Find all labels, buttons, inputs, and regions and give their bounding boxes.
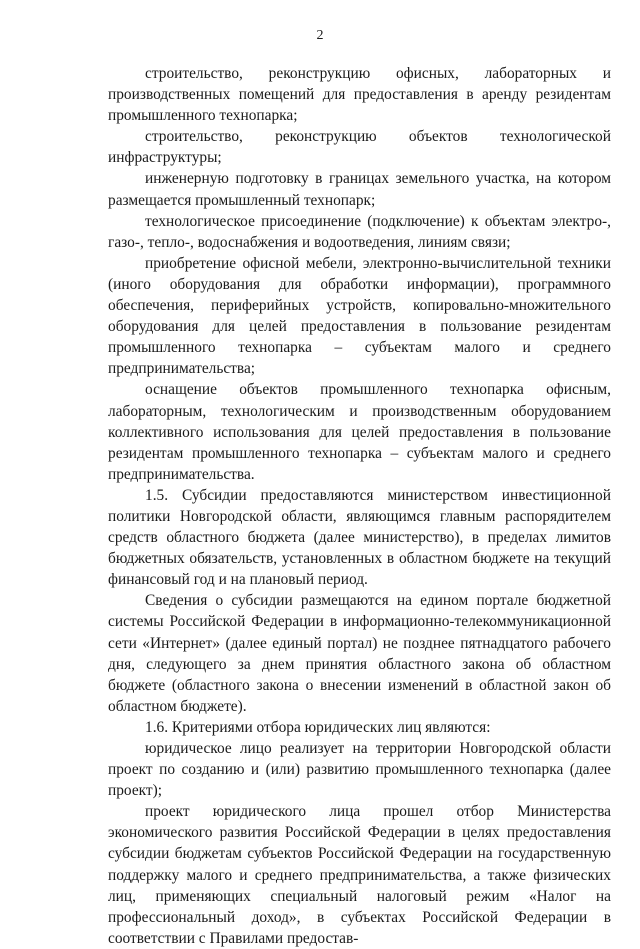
paragraph-criterion-selection: проект юридического лица прошел отбор Министерства экономического развития Российской Федерации в целях предоставления субсидии бюджетам субъектов Российской Федерации на государственную поддержку малого и среднего предпринимательства, а также физических лиц, применяющих специальный налоговый режим «Налог на профессиональный доход», в субъектах Российской Федерации в соответствии с Правилами предостав- [108, 803, 611, 947]
paragraph-tech-infrastructure: строительство, реконструкцию объектов технологической инфраструктуры; [108, 128, 611, 167]
page-number: 2 [316, 28, 324, 43]
paragraph-section-1-6: 1.6. Критериями отбора юридических лиц являются: [145, 718, 491, 736]
document-body [108, 63, 611, 949]
paragraph-office-construction: строительство, реконструкцию офисных, лабораторных и производственных помещений для предоставления в аренду резидентам промышленного технопарка; [108, 65, 611, 125]
paragraph-collective-equipment: оснащение объектов промышленного технопарка офисным, лабораторным, технологическим и производственным оборудованием коллективного использования для целей предоставления в пользование резидентам промышленного технопарка – субъектам малого и среднего предпринимательства. [108, 381, 611, 483]
paragraph-subsidy-info-portal: Сведения о субсидии размещаются на едином портале бюджетной системы Российской Федерации в информационно-телекоммуникационной сети «Интернет» (далее единый портал) не позднее пятнадцатого рабочего дня, следующего за днем принятия областного закона об областном бюджете (областного закона о внесении изменений в областной закон об областном бюджете). [108, 592, 611, 715]
paragraph-engineering-preparation: инженерную подготовку в границах земельного участка, на котором размещается промышленный технопарк; [108, 170, 611, 209]
paragraph-utility-connection: технологическое присоединение (подключение) к объектам электро-, газо-, тепло-, водоснабжения и водоотведения, линиям связи; [108, 212, 611, 251]
paragraph-section-1-5: 1.5. Субсидии предоставляются министерством инвестиционной политики Новгородской области, являющимся главным распорядителем средств областного бюджета (далее министерство), в пределах лимитов бюджетных обязательств, установленных в областном бюджете на текущий финансовый год и на плановый период. [108, 486, 611, 589]
paragraph-criterion-project: юридическое лицо реализует на территории Новгородской области проект по созданию и (или) развитию промышленного технопарка (далее проект); [108, 740, 611, 800]
paragraph-equipment-purchase: приобретение офисной мебели, электронно-вычислительной техники (иного оборудования для обработки информации), программного обеспечения, периферийных устройств, копировально-множительного оборудования для целей предоставления в пользование резидентам промышленного технопарка – субъектам малого и среднего предпринимательства; [108, 254, 611, 378]
